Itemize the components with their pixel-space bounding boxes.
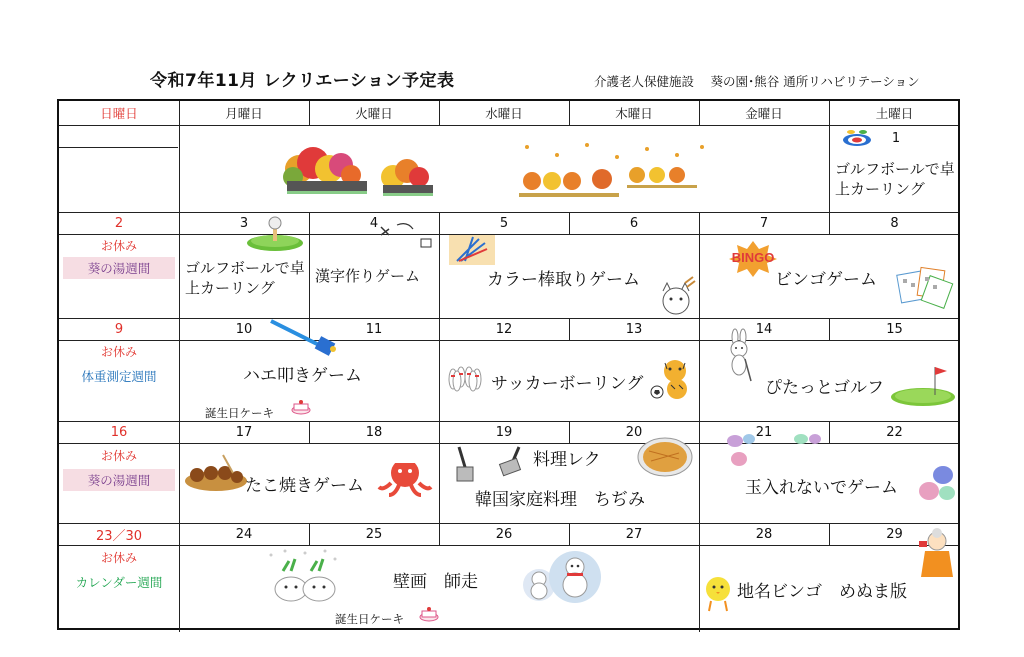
event-golf-curling-mon: ゴルフボールで卓上カーリング [185,259,305,297]
week-theme: 体重測定週間 [81,369,157,384]
date-21: 21 [755,424,773,440]
date-26: 26 [495,526,513,542]
octopus-icon [377,455,433,499]
tiger-icon [657,357,697,401]
event-soccer-bowling: サッカーボーリング [491,374,644,394]
chijimi-icon [637,437,693,477]
event-cooking-rec: 料理レク [533,450,601,470]
event-takoyaki-game: たこ焼きゲーム [245,476,364,496]
bingo-cards-icon [897,265,953,309]
date-1: 1 [891,130,901,146]
date-24: 24 [235,526,253,542]
weekday-thursday: 木曜日 [615,106,653,121]
week-theme: 葵の湯週間 [63,257,175,279]
event-kanji-game: 漢字作りゲーム [315,267,421,285]
event-mural-shiwasu: 壁画 師走 [393,572,478,592]
scissors-icon [377,221,437,251]
event-place-name-bingo: 地名ビンゴ めぬま版 [737,582,907,602]
date-17: 17 [235,424,253,440]
cake-icon [291,398,311,414]
weekday-monday: 月曜日 [225,106,263,121]
calendar-grid [57,99,960,630]
takoyaki-icon [183,453,249,493]
date-3: 3 [239,215,249,231]
date-29: 29 [886,526,903,542]
weekday-wednesday: 水曜日 [485,106,523,121]
facility-name: 介護老人保健施設 葵の園･熊谷 通所リハビリテーション [594,74,920,89]
bingo-logo-text: BINGO [731,250,775,265]
date-23-30: 23／30 [95,528,143,544]
chick-icon [703,575,733,615]
weekday-sunday: 日曜日 [100,106,138,121]
autumn-trees-illustration [279,139,439,201]
autumn-trees-illustration [517,141,717,203]
event-korean-chijimi: 韓国家庭料理 ちぢみ [475,490,645,510]
rest-label: お休み [100,239,137,253]
date-10: 10 [235,321,253,337]
curling-target-icon [841,128,875,148]
rest-label: お休み [100,345,137,359]
event-color-stick-game: カラー棒取りゲーム [487,270,640,290]
snowman-icon [519,549,609,605]
bowling-pins-icon [445,361,489,393]
week-theme: 葵の湯週間 [63,469,175,491]
golf-green-icon [889,363,955,407]
event-fly-swatter-game: ハエ叩きゲーム [243,366,362,386]
spatula-icon [451,445,541,489]
event-pitatto-golf: ぴたっとゴルフ [765,378,884,398]
rest-label: お休み [100,551,137,565]
fly-swatter-icon [269,319,349,357]
date-25: 25 [365,526,383,542]
cat-icon [659,277,695,317]
week-theme: カレンダー週間 [75,575,163,590]
date-27: 27 [625,526,643,542]
page-title: 令和7年11月 レクリエーション予定表 [150,71,455,91]
date-13: 13 [625,321,643,337]
date-14: 14 [755,321,773,337]
weekday-tuesday: 火曜日 [355,106,393,121]
birthday-cake-label: 誕生日ケーキ [335,612,404,626]
rabbit-golfer-icon [725,329,755,383]
old-woman-icon [917,529,957,579]
date-12: 12 [495,321,513,337]
date-4: 4 [369,215,379,231]
event-bingo-game: ビンゴゲーム [775,270,877,290]
birthday-cake-label: 誕生日ケーキ [205,406,274,420]
weekday-friday: 金曜日 [745,106,783,121]
event-tamaire-game: 玉入れないでゲーム [745,478,898,498]
date-20: 20 [625,424,643,440]
weekday-saturday: 土曜日 [875,106,914,121]
date-22: 22 [886,424,903,440]
date-5: 5 [499,215,509,231]
color-sticks-icon [449,235,495,265]
event-golf-curling-sat: ゴルフボールで卓上カーリング [835,160,955,198]
date-16: 16 [110,424,128,440]
date-7: 7 [759,215,769,231]
date-6: 6 [629,215,639,231]
cake-icon [419,605,439,621]
date-15: 15 [886,321,903,337]
date-11: 11 [365,321,383,337]
rest-label: お休み [100,449,137,463]
date-19: 19 [495,424,513,440]
date-9: 9 [114,321,124,337]
date-18: 18 [365,424,383,440]
date-28: 28 [755,526,773,542]
golf-ball-on-tee-icon [245,211,305,251]
date-2: 2 [114,215,124,231]
egg-balls-icon [915,463,955,503]
date-8: 8 [890,215,899,231]
egg-balls-icon [721,429,825,473]
snow-rabbits-icon [265,549,341,607]
